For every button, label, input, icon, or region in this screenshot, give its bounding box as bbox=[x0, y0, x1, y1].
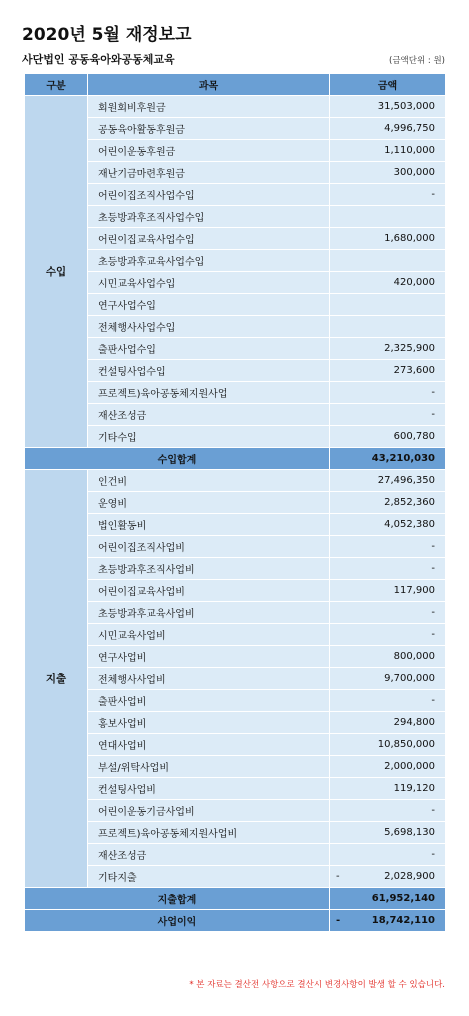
item-cell: 초등방과후교육사업수입 bbox=[88, 250, 330, 272]
item-cell: 어린이운동후원금 bbox=[88, 140, 330, 162]
table-row bbox=[25, 316, 446, 338]
profit-label: 사업이익 bbox=[25, 910, 330, 932]
table-row bbox=[25, 778, 446, 800]
amount-value: - bbox=[431, 563, 435, 574]
item-cell: 초등방과후교육사업비 bbox=[88, 602, 330, 624]
amount-value: - bbox=[431, 541, 435, 552]
item-cell: 어린이집교육사업수입 bbox=[88, 228, 330, 250]
amount-value: 300,000 bbox=[393, 167, 435, 178]
income-total-label: 수입합계 bbox=[25, 448, 330, 470]
amount-cell bbox=[330, 690, 446, 712]
amount-cell bbox=[330, 558, 446, 580]
amount-cell bbox=[330, 602, 446, 624]
item-cell: 연구사업비 bbox=[88, 646, 330, 668]
amount-cell bbox=[330, 514, 446, 536]
amount-cell bbox=[330, 470, 446, 492]
item-cell: 프로젝트)육아공동체지원사업 bbox=[88, 382, 330, 404]
amount-value: 600,780 bbox=[393, 431, 435, 442]
table-row bbox=[25, 96, 446, 118]
table-row bbox=[25, 668, 446, 690]
amount-value: 61,952,140 bbox=[371, 893, 435, 904]
amount-cell bbox=[330, 316, 446, 338]
table-row bbox=[25, 866, 446, 888]
table-row bbox=[25, 206, 446, 228]
amount-value: 294,800 bbox=[393, 717, 435, 728]
amount-value: 420,000 bbox=[393, 277, 435, 288]
item-cell: 출판사업비 bbox=[88, 690, 330, 712]
item-cell: 재난기금마련후원금 bbox=[88, 162, 330, 184]
amount-value: 9,700,000 bbox=[384, 673, 435, 684]
table-row bbox=[25, 162, 446, 184]
amount-value: - bbox=[431, 629, 435, 640]
amount-value: - bbox=[431, 607, 435, 618]
table-row bbox=[25, 250, 446, 272]
item-cell: 프로젝트)육아공동체지원사업비 bbox=[88, 822, 330, 844]
amount-cell bbox=[330, 184, 446, 206]
amount-value: 800,000 bbox=[393, 651, 435, 662]
expense-total-row bbox=[25, 888, 446, 910]
table-row bbox=[25, 712, 446, 734]
table-row bbox=[25, 800, 446, 822]
amount-cell bbox=[330, 426, 446, 448]
amount-cell bbox=[330, 844, 446, 866]
table-row bbox=[25, 228, 446, 250]
item-cell: 법인활동비 bbox=[88, 514, 330, 536]
item-cell: 어린이집교육사업비 bbox=[88, 580, 330, 602]
item-cell: 연구사업수입 bbox=[88, 294, 330, 316]
income-total-amount bbox=[330, 448, 446, 470]
table-row bbox=[25, 492, 446, 514]
amount-value: 1,680,000 bbox=[384, 233, 435, 244]
organization-name: 사단법인 공동육아와공동체교육 bbox=[22, 53, 175, 66]
table-row bbox=[25, 602, 446, 624]
item-cell: 초등방과후조직사업수입 bbox=[88, 206, 330, 228]
amount-lead: - bbox=[336, 871, 340, 882]
profit-row bbox=[25, 910, 446, 932]
item-cell: 인건비 bbox=[88, 470, 330, 492]
table-row bbox=[25, 514, 446, 536]
table-row bbox=[25, 140, 446, 162]
item-cell: 기타수입 bbox=[88, 426, 330, 448]
amount-cell bbox=[330, 822, 446, 844]
header-amount: 금액 bbox=[330, 74, 446, 96]
amount-cell bbox=[330, 360, 446, 382]
amount-value: 18,742,110 bbox=[371, 915, 435, 926]
amount-value: 43,210,030 bbox=[371, 453, 435, 464]
amount-value: 4,996,750 bbox=[384, 123, 435, 134]
amount-value: - bbox=[431, 387, 435, 398]
amount-cell bbox=[330, 96, 446, 118]
table-row bbox=[25, 536, 446, 558]
amount-cell bbox=[330, 404, 446, 426]
amount-cell bbox=[330, 734, 446, 756]
table-row bbox=[25, 646, 446, 668]
amount-value: 4,052,380 bbox=[384, 519, 435, 530]
table-row bbox=[25, 404, 446, 426]
amount-cell bbox=[330, 118, 446, 140]
header-category: 구분 bbox=[25, 74, 88, 96]
item-cell: 운영비 bbox=[88, 492, 330, 514]
profit-amount bbox=[330, 910, 446, 932]
table-row bbox=[25, 426, 446, 448]
amount-cell bbox=[330, 756, 446, 778]
amount-cell bbox=[330, 140, 446, 162]
table-header bbox=[25, 74, 446, 96]
table-row bbox=[25, 734, 446, 756]
item-cell: 어린이집조직사업수입 bbox=[88, 184, 330, 206]
item-cell: 공동육아활동후원금 bbox=[88, 118, 330, 140]
amount-cell bbox=[330, 866, 446, 888]
item-cell: 회원회비후원금 bbox=[88, 96, 330, 118]
expense-total-amount bbox=[330, 888, 446, 910]
amount-value: 117,900 bbox=[393, 585, 435, 596]
expense-category-cell: 지출 bbox=[25, 470, 88, 888]
amount-value: 2,000,000 bbox=[384, 761, 435, 772]
item-cell: 컨설팅사업수입 bbox=[88, 360, 330, 382]
amount-cell bbox=[330, 162, 446, 184]
item-cell: 출판사업수입 bbox=[88, 338, 330, 360]
amount-cell bbox=[330, 646, 446, 668]
amount-cell bbox=[330, 712, 446, 734]
amount-value: 5,698,130 bbox=[384, 827, 435, 838]
currency-unit: (금액단위 : 원) bbox=[389, 56, 445, 66]
item-cell: 초등방과후조직사업비 bbox=[88, 558, 330, 580]
report-title: 2020년 5월 재정보고 bbox=[22, 25, 192, 45]
table-row bbox=[25, 822, 446, 844]
amount-cell bbox=[330, 272, 446, 294]
amount-value: - bbox=[431, 189, 435, 200]
amount-cell bbox=[330, 492, 446, 514]
amount-value: 273,600 bbox=[393, 365, 435, 376]
amount-cell bbox=[330, 294, 446, 316]
disclaimer-note: * 본 자료는 결산전 사항으로 결산시 변경사항이 발생 할 수 있습니다. bbox=[189, 980, 445, 990]
item-cell: 전체행사사업비 bbox=[88, 668, 330, 690]
amount-value: 2,325,900 bbox=[384, 343, 435, 354]
item-cell: 부설/위탁사업비 bbox=[88, 756, 330, 778]
amount-value: - bbox=[431, 695, 435, 706]
item-cell: 재산조성금 bbox=[88, 404, 330, 426]
amount-value: 119,120 bbox=[393, 783, 435, 794]
amount-value: - bbox=[431, 409, 435, 420]
item-cell: 연대사업비 bbox=[88, 734, 330, 756]
table-row bbox=[25, 624, 446, 646]
finance-table bbox=[24, 73, 446, 932]
expense-total-label: 지출합계 bbox=[25, 888, 330, 910]
amount-cell bbox=[330, 800, 446, 822]
table-row bbox=[25, 184, 446, 206]
amount-cell bbox=[330, 250, 446, 272]
item-cell: 홍보사업비 bbox=[88, 712, 330, 734]
amount-value: - bbox=[431, 849, 435, 860]
amount-value: 31,503,000 bbox=[377, 101, 435, 112]
item-cell: 기타지출 bbox=[88, 866, 330, 888]
item-cell: 재산조성금 bbox=[88, 844, 330, 866]
amount-value: - bbox=[431, 805, 435, 816]
amount-cell bbox=[330, 382, 446, 404]
table-row bbox=[25, 338, 446, 360]
header-item: 과목 bbox=[88, 74, 330, 96]
income-total-row bbox=[25, 448, 446, 470]
amount-cell bbox=[330, 228, 446, 250]
amount-cell bbox=[330, 624, 446, 646]
income-category-cell: 수입 bbox=[25, 96, 88, 448]
table-row bbox=[25, 844, 446, 866]
table-row bbox=[25, 470, 446, 492]
table-row bbox=[25, 690, 446, 712]
table-row bbox=[25, 756, 446, 778]
amount-value: 10,850,000 bbox=[377, 739, 435, 750]
amount-value: 27,496,350 bbox=[377, 475, 435, 486]
amount-cell bbox=[330, 206, 446, 228]
item-cell: 어린이운동기금사업비 bbox=[88, 800, 330, 822]
item-cell: 시민교육사업비 bbox=[88, 624, 330, 646]
amount-cell bbox=[330, 580, 446, 602]
amount-cell bbox=[330, 668, 446, 690]
item-cell: 컨설팅사업비 bbox=[88, 778, 330, 800]
table-row bbox=[25, 118, 446, 140]
amount-cell bbox=[330, 778, 446, 800]
table-row bbox=[25, 382, 446, 404]
table-row bbox=[25, 294, 446, 316]
amount-cell bbox=[330, 536, 446, 558]
amount-value: 2,852,360 bbox=[384, 497, 435, 508]
item-cell: 시민교육사업수입 bbox=[88, 272, 330, 294]
amount-lead: - bbox=[336, 915, 341, 926]
table-row bbox=[25, 360, 446, 382]
item-cell: 어린이집조직사업비 bbox=[88, 536, 330, 558]
table-row bbox=[25, 558, 446, 580]
item-cell: 전체행사사업수입 bbox=[88, 316, 330, 338]
amount-value: 1,110,000 bbox=[384, 145, 435, 156]
amount-value: 2,028,900 bbox=[384, 871, 435, 882]
table-row bbox=[25, 272, 446, 294]
table-row bbox=[25, 580, 446, 602]
amount-cell bbox=[330, 338, 446, 360]
